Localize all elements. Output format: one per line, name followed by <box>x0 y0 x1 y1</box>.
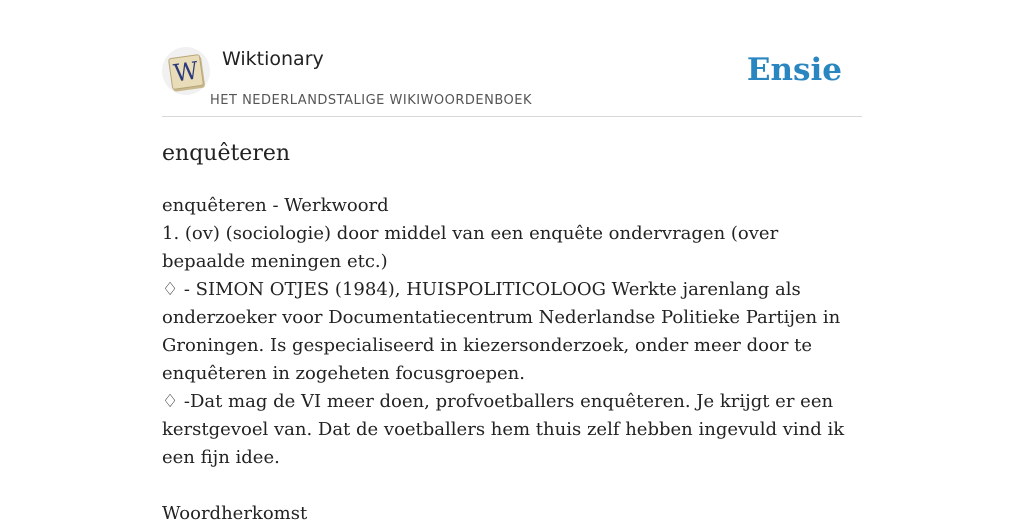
entry-body <box>162 192 862 528</box>
example-sentence: ♢ - SIMON OTJES (1984), HUISPOLITICOLOOG Werkte jarenlang als onderzoeker voor Documentatiecentrum Nederlandse Politieke Partijen in Groningen. Is gespecialiseerd in kiezersonderzoek, onder meer door te enquêteren in zogeheten focusgroepen. <box>162 279 841 384</box>
site-subtitle: HET NEDERLANDSTALIGE WIKIWOORDENBOEK <box>210 93 533 108</box>
site-header <box>162 0 862 117</box>
definition: 1. (ov) (sociologie) door middel van een enquête ondervragen (over bepaalde meningen etc.) <box>162 223 779 272</box>
page-title: enquêteren <box>162 141 291 166</box>
section-heading-etymology: Woordherkomst <box>162 503 308 524</box>
entry-heading-line: enquêteren - Werkwoord <box>162 195 389 216</box>
wiktionary-logo[interactable] <box>162 47 210 95</box>
ensie-brand-link[interactable]: Ensie <box>746 52 842 88</box>
site-title[interactable]: Wiktionary <box>222 48 324 70</box>
logo-letter: W <box>171 56 201 88</box>
logo-tile <box>168 54 204 90</box>
example-sentence: ♢ -Dat mag de VI meer doen, profvoetballers enquêteren. Je krijgt er een kerstgevoel van. Dat de voetballers hem thuis zelf hebben ingevuld vind ik een fijn idee. <box>162 391 845 468</box>
spacer <box>162 472 862 500</box>
main-content <box>162 136 862 528</box>
